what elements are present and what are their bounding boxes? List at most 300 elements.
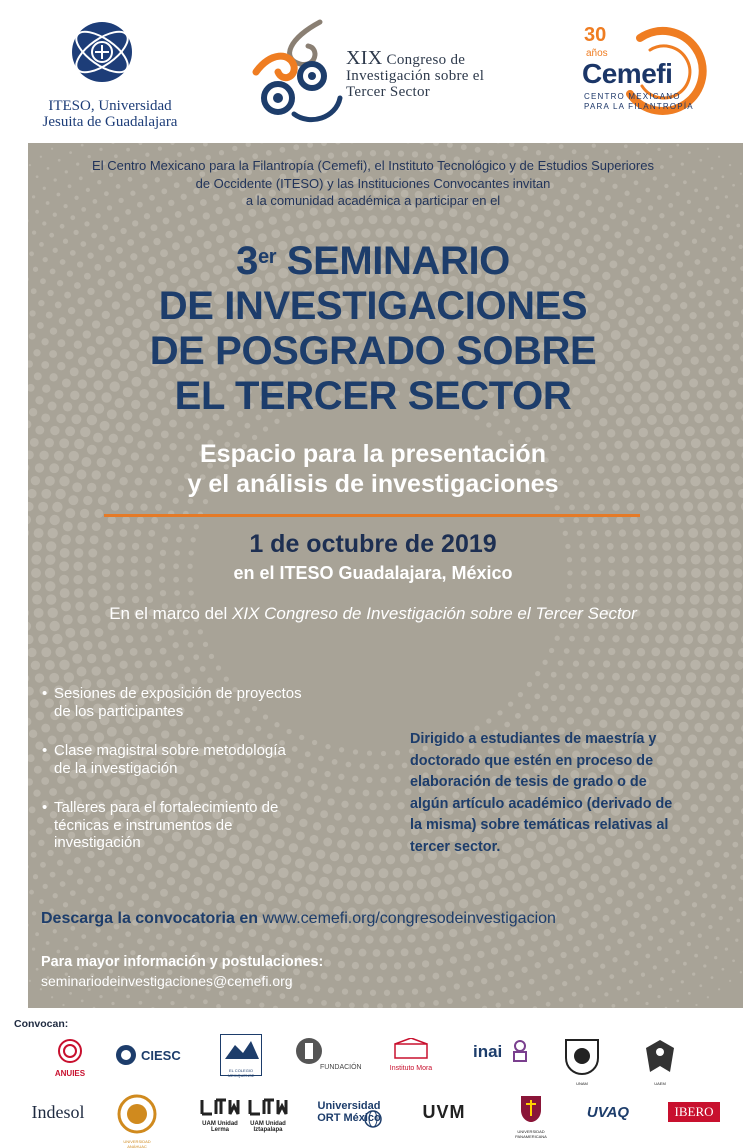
pattern-dot	[169, 420, 177, 428]
pattern-dot	[651, 647, 660, 656]
sponsor-inai	[473, 1042, 533, 1082]
pattern-dot	[183, 1006, 187, 1008]
pattern-dot	[447, 143, 453, 148]
pattern-dot	[73, 230, 78, 235]
unam-shield-icon	[562, 1036, 602, 1076]
uaem-label: UAEM	[654, 1081, 666, 1086]
pattern-dot	[69, 992, 72, 995]
pattern-dot	[74, 946, 78, 950]
sponsor-uvm	[414, 1102, 474, 1142]
pattern-dot	[600, 964, 605, 969]
pattern-dot	[179, 524, 185, 530]
pattern-dot	[305, 874, 315, 884]
pattern-dot	[107, 666, 116, 675]
pattern-dot	[35, 426, 44, 435]
audience-line6: tercer sector.	[410, 838, 501, 855]
pattern-dot	[160, 648, 167, 655]
pattern-dot	[486, 718, 491, 723]
pattern-dot	[711, 904, 716, 909]
pattern-dot	[518, 939, 525, 946]
pattern-dot	[31, 661, 40, 670]
pattern-dot	[321, 973, 328, 980]
pattern-dot	[612, 673, 620, 681]
pattern-dot	[132, 220, 138, 226]
pattern-dot	[593, 904, 600, 911]
pattern-dot	[719, 568, 729, 578]
pattern-dot	[658, 516, 667, 525]
pattern-dot	[349, 1002, 355, 1008]
pattern-dot	[679, 857, 686, 864]
pattern-dot	[588, 517, 594, 523]
pattern-dot	[282, 213, 290, 221]
pattern-dot	[57, 950, 61, 954]
pattern-dot	[307, 143, 313, 148]
pattern-dot	[569, 917, 576, 924]
pattern-dot	[594, 583, 600, 589]
pattern-dot	[740, 173, 742, 175]
pattern-dot	[691, 698, 701, 708]
pattern-dot	[652, 224, 658, 230]
pattern-dot	[584, 636, 590, 642]
bullet-icon: •	[42, 685, 48, 702]
pattern-dot	[614, 697, 622, 705]
cemefi-years-label: años	[586, 48, 608, 59]
pattern-dot	[603, 915, 610, 922]
ort-label: Universidad ORT México	[317, 1100, 381, 1124]
sponsor-ibero	[668, 1102, 720, 1122]
pattern-dot	[506, 899, 515, 908]
pattern-dot	[28, 864, 29, 869]
pattern-dot	[626, 900, 633, 907]
pattern-dot	[569, 221, 576, 228]
pattern-dot	[116, 892, 123, 899]
pattern-dot	[551, 672, 557, 678]
ort-globe-icon	[364, 1110, 382, 1128]
pattern-dot	[508, 971, 514, 977]
pattern-dot	[424, 892, 434, 902]
pattern-dot	[344, 948, 352, 956]
pattern-dot	[229, 937, 236, 944]
pattern-dot	[598, 933, 604, 939]
pattern-dot	[645, 904, 651, 910]
pattern-dot	[126, 995, 130, 999]
pattern-dot	[548, 957, 554, 963]
pattern-dot	[433, 1000, 439, 1006]
uvm-label: UVM	[422, 1102, 466, 1122]
pattern-dot	[725, 195, 728, 198]
pattern-dot	[720, 476, 729, 485]
pattern-dot	[197, 229, 205, 237]
pattern-dot	[421, 933, 429, 941]
activity-3-line2: técnicas e instrumentos de	[54, 816, 233, 834]
pattern-dot	[29, 730, 37, 738]
pattern-dot	[352, 962, 359, 969]
pattern-dot	[510, 927, 518, 935]
pattern-dot	[556, 215, 563, 222]
pattern-dot	[739, 897, 743, 901]
pattern-dot	[726, 635, 735, 644]
pattern-dot	[732, 344, 739, 351]
pattern-dot	[278, 896, 287, 905]
pattern-dot	[701, 913, 706, 918]
inai-icon	[511, 1040, 529, 1062]
pattern-dot	[248, 209, 256, 217]
pattern-dot	[145, 429, 153, 437]
pattern-dot	[688, 151, 691, 154]
pattern-dot	[523, 146, 528, 151]
pattern-dot	[711, 976, 714, 979]
pattern-dot	[591, 922, 598, 929]
pattern-dot	[540, 945, 547, 952]
pattern-dot	[194, 877, 203, 886]
pattern-dot	[382, 895, 392, 905]
pattern-dot	[151, 517, 158, 524]
pattern-dot	[492, 875, 502, 885]
pattern-dot	[644, 516, 652, 524]
pattern-dot	[164, 523, 170, 529]
pattern-dot	[156, 933, 162, 939]
download-label: Descarga la convocatoria en	[41, 910, 263, 927]
anuies-icon	[50, 1038, 90, 1064]
pattern-dot	[463, 212, 471, 220]
pattern-dot	[729, 164, 731, 166]
pattern-dot	[676, 595, 685, 604]
download-link[interactable]: www.cemefi.org/congresodeinvestigacion	[262, 910, 556, 927]
pattern-dot	[28, 778, 33, 785]
uam-iztapalapa-label: UAM Unidad Iztapalapa	[250, 1121, 286, 1133]
event-date: 1 de octubre de 2019	[249, 530, 497, 558]
pattern-dot	[263, 426, 268, 431]
pattern-dot	[679, 211, 684, 216]
pattern-dot	[683, 634, 693, 644]
pattern-dot	[391, 1003, 397, 1008]
pattern-dot	[729, 980, 731, 982]
pattern-dot	[512, 883, 521, 892]
pattern-dot	[400, 854, 409, 863]
pattern-dot	[705, 660, 715, 670]
pattern-dot	[662, 595, 671, 604]
pattern-dot	[502, 987, 508, 993]
pattern-dot	[641, 973, 645, 977]
pattern-dot	[726, 414, 734, 422]
pattern-dot	[602, 517, 609, 524]
pattern-dot	[721, 895, 726, 900]
pattern-dot	[415, 947, 423, 955]
pattern-dot	[140, 673, 148, 681]
pattern-dot	[568, 964, 574, 970]
pattern-dot	[637, 892, 644, 899]
pattern-dot	[68, 641, 78, 651]
pattern-dot	[36, 515, 46, 525]
pattern-dot	[439, 220, 448, 229]
pattern-dot	[174, 590, 180, 596]
pattern-dot	[536, 150, 541, 155]
congreso-line2: Investigación sobre el	[346, 68, 485, 84]
pattern-dot	[258, 875, 268, 885]
colegio-mexiquense-icon	[221, 1035, 261, 1063]
audience-line5: la misma) sobre temáticas relativas al	[410, 817, 669, 833]
pattern-dot	[160, 889, 168, 897]
pattern-dot	[485, 863, 495, 873]
pattern-dot	[559, 518, 564, 523]
pattern-dot	[158, 995, 162, 999]
pattern-dot	[593, 597, 599, 603]
info-title: Para mayor información y postulaciones:	[41, 954, 324, 970]
pattern-dot	[542, 974, 548, 980]
pattern-dot	[532, 425, 538, 431]
pattern-dot	[303, 943, 311, 951]
pattern-dot	[389, 881, 399, 891]
pattern-dot	[470, 938, 478, 946]
pattern-dot	[395, 750, 400, 755]
pattern-dot	[714, 862, 720, 868]
pattern-dot	[446, 971, 453, 978]
pattern-dot	[448, 860, 458, 870]
pattern-dot	[578, 211, 585, 218]
pattern-dot	[279, 993, 285, 999]
iteso-name-line1: ITESO, Universidad	[48, 98, 172, 114]
pattern-dot	[655, 635, 664, 644]
pattern-dot	[53, 893, 58, 898]
pattern-dot	[669, 502, 678, 511]
pattern-dot	[279, 147, 285, 153]
pattern-dot	[555, 894, 563, 902]
pattern-dot	[275, 937, 283, 945]
pattern-dot	[321, 1000, 327, 1006]
pattern-dot	[183, 629, 189, 635]
pattern-dot	[213, 945, 220, 952]
pattern-dot	[190, 994, 195, 999]
pattern-dot	[621, 685, 629, 693]
pattern-dot	[337, 934, 345, 942]
pattern-dot	[637, 648, 645, 656]
pattern-dot	[573, 517, 579, 523]
pattern-dot	[736, 919, 740, 923]
pattern-dot	[335, 1001, 341, 1007]
pattern-dot	[387, 949, 395, 957]
pattern-dot	[542, 660, 547, 665]
pattern-dot	[732, 298, 738, 304]
activity-3-line1: Talleres para el fortalecimiento de	[54, 799, 279, 816]
pattern-dot	[664, 958, 668, 962]
pattern-dot	[738, 489, 743, 498]
pattern-dot	[198, 629, 203, 634]
pattern-dot	[636, 151, 640, 155]
pattern-dot	[731, 711, 739, 719]
activity-1-line1: Sesiones de exposición de proyectos	[54, 685, 302, 702]
pattern-dot	[544, 210, 551, 217]
sponsor-unam	[562, 1036, 602, 1086]
fundacion-icon	[294, 1036, 324, 1066]
pattern-dot	[663, 908, 669, 914]
pattern-dot	[259, 1002, 264, 1007]
pattern-dot	[74, 588, 83, 597]
pattern-dot	[700, 426, 709, 435]
pattern-dot	[471, 868, 481, 878]
pattern-dot	[685, 710, 695, 720]
pattern-dot	[98, 896, 104, 902]
pattern-dot	[731, 426, 739, 434]
pattern-dot	[584, 986, 589, 991]
pattern-dot	[126, 503, 134, 511]
pattern-dot	[417, 879, 427, 889]
pattern-dot	[356, 150, 362, 156]
pattern-dot	[712, 502, 722, 512]
pattern-dot	[338, 961, 345, 968]
pattern-dot	[38, 634, 48, 644]
pattern-dot	[562, 906, 570, 914]
pattern-dot	[94, 628, 103, 637]
list-item	[42, 742, 382, 777]
pattern-dot	[118, 943, 123, 948]
pattern-dot	[55, 647, 65, 657]
ciesc-icon	[115, 1044, 137, 1066]
pattern-dot	[520, 894, 529, 903]
pattern-dot	[542, 900, 550, 908]
pattern-dot	[359, 949, 367, 957]
pattern-dot	[562, 981, 567, 986]
cemefi-logo	[578, 22, 718, 118]
pattern-dot	[566, 934, 573, 941]
pattern-dot	[30, 699, 39, 708]
pattern-dot	[655, 503, 664, 512]
pattern-dot	[648, 596, 656, 604]
pattern-dot	[87, 654, 96, 663]
pattern-dot	[132, 596, 139, 603]
pattern-dot	[145, 989, 149, 993]
pattern-dot	[383, 803, 390, 810]
sponsor-uvaq	[578, 1104, 638, 1144]
sponsor-instituto-mora	[388, 1038, 434, 1078]
pattern-dot	[432, 973, 439, 980]
pattern-dot	[578, 928, 585, 935]
pattern-dot	[731, 674, 740, 683]
pattern-dot	[716, 711, 725, 720]
pattern-dot	[28, 635, 34, 644]
pattern-dot	[650, 865, 657, 872]
pattern-dot	[617, 938, 623, 944]
pattern-dot	[721, 438, 730, 447]
pattern-dot	[175, 928, 182, 935]
pattern-dot	[660, 977, 664, 981]
pattern-dot	[461, 996, 467, 1002]
pattern-dot	[412, 988, 418, 994]
pattern-dot	[271, 880, 281, 890]
event-place: en el ITESO Guadalajara, México	[233, 563, 513, 583]
list-item	[42, 799, 382, 852]
pattern-dot	[732, 795, 739, 802]
pattern-dot	[116, 422, 125, 431]
pattern-dot	[657, 148, 660, 151]
pattern-dot	[102, 224, 108, 230]
sponsor-panamericana	[506, 1094, 556, 1139]
pattern-dot	[144, 213, 150, 219]
congreso-logo	[250, 18, 540, 128]
pattern-dot	[721, 699, 730, 708]
pattern-dot	[219, 889, 228, 898]
pattern-dot	[118, 596, 126, 604]
pattern-dot	[43, 884, 48, 889]
audience-line2: doctorado que estén en proceso de	[410, 752, 654, 769]
pattern-dot	[555, 636, 560, 641]
pattern-dot	[591, 708, 599, 716]
pattern-dot	[733, 568, 742, 577]
pattern-dot	[718, 595, 728, 605]
pattern-dot	[607, 709, 615, 717]
pattern-dot	[716, 426, 725, 435]
pattern-dot	[361, 881, 371, 891]
pattern-dot	[641, 216, 647, 222]
intro-line1: El Centro Mexicano para la Filantropía (Cemefi), el Instituto Tecnológico y de Estudios Superiores	[92, 158, 654, 173]
activity-1-line2: de los participantes	[54, 702, 184, 720]
pattern-dot	[32, 947, 35, 950]
bullet-icon: •	[42, 799, 48, 816]
pattern-dot	[100, 421, 110, 431]
pattern-dot	[179, 884, 187, 892]
pattern-dot	[624, 950, 629, 955]
pattern-dot	[572, 992, 577, 997]
pattern-dot	[444, 874, 454, 884]
pattern-dot	[562, 858, 571, 867]
pattern-dot	[187, 934, 194, 941]
pattern-dot	[670, 919, 675, 924]
pattern-dot	[731, 864, 736, 869]
instituto-mora-label: Instituto Mora	[389, 1065, 433, 1072]
pattern-dot	[705, 945, 709, 949]
panamericana-label: UNIVERSIDAD PANAMERICANA	[515, 1129, 547, 1139]
pattern-dot	[639, 873, 646, 880]
pattern-dot	[312, 220, 321, 229]
pattern-dot	[609, 878, 617, 886]
pattern-dot	[127, 900, 134, 907]
pattern-dot	[419, 1001, 425, 1007]
pattern-dot	[739, 245, 743, 249]
pattern-dot	[375, 228, 384, 237]
pattern-dot	[597, 672, 604, 679]
pattern-dot	[697, 634, 707, 644]
pattern-dot	[234, 432, 240, 438]
pattern-dot	[733, 555, 742, 564]
intro-line2: de Occidente (ITESO) y las Instituciones Convocantes invitan	[195, 175, 551, 191]
header	[0, 0, 743, 143]
pattern-dot	[107, 935, 112, 940]
pattern-dot	[607, 429, 615, 437]
pattern-dot	[599, 720, 607, 728]
pattern-dot	[732, 184, 735, 187]
pattern-dot	[88, 589, 97, 598]
pattern-dot	[398, 989, 404, 995]
pattern-dot	[565, 597, 570, 602]
pattern-dot	[711, 686, 720, 695]
pattern-dot	[616, 516, 623, 523]
pattern-dot	[586, 940, 592, 946]
pattern-dot	[28, 648, 37, 657]
pattern-dot	[690, 220, 695, 225]
pattern-dot	[718, 541, 728, 551]
pattern-dot	[473, 896, 482, 905]
pattern-dot	[531, 860, 541, 870]
pattern-dot	[225, 877, 234, 886]
pattern-dot	[397, 216, 406, 225]
pattern-dot	[523, 995, 528, 1000]
pattern-dot	[391, 976, 398, 983]
pattern-dot	[533, 1006, 538, 1008]
info-email-link[interactable]: seminariodeinvestigaciones@cemefi.org	[41, 973, 293, 989]
indesol-label: Indesol	[31, 1102, 85, 1122]
pattern-dot	[508, 701, 513, 706]
pattern-dot	[293, 996, 299, 1002]
pattern-dot	[487, 962, 494, 969]
